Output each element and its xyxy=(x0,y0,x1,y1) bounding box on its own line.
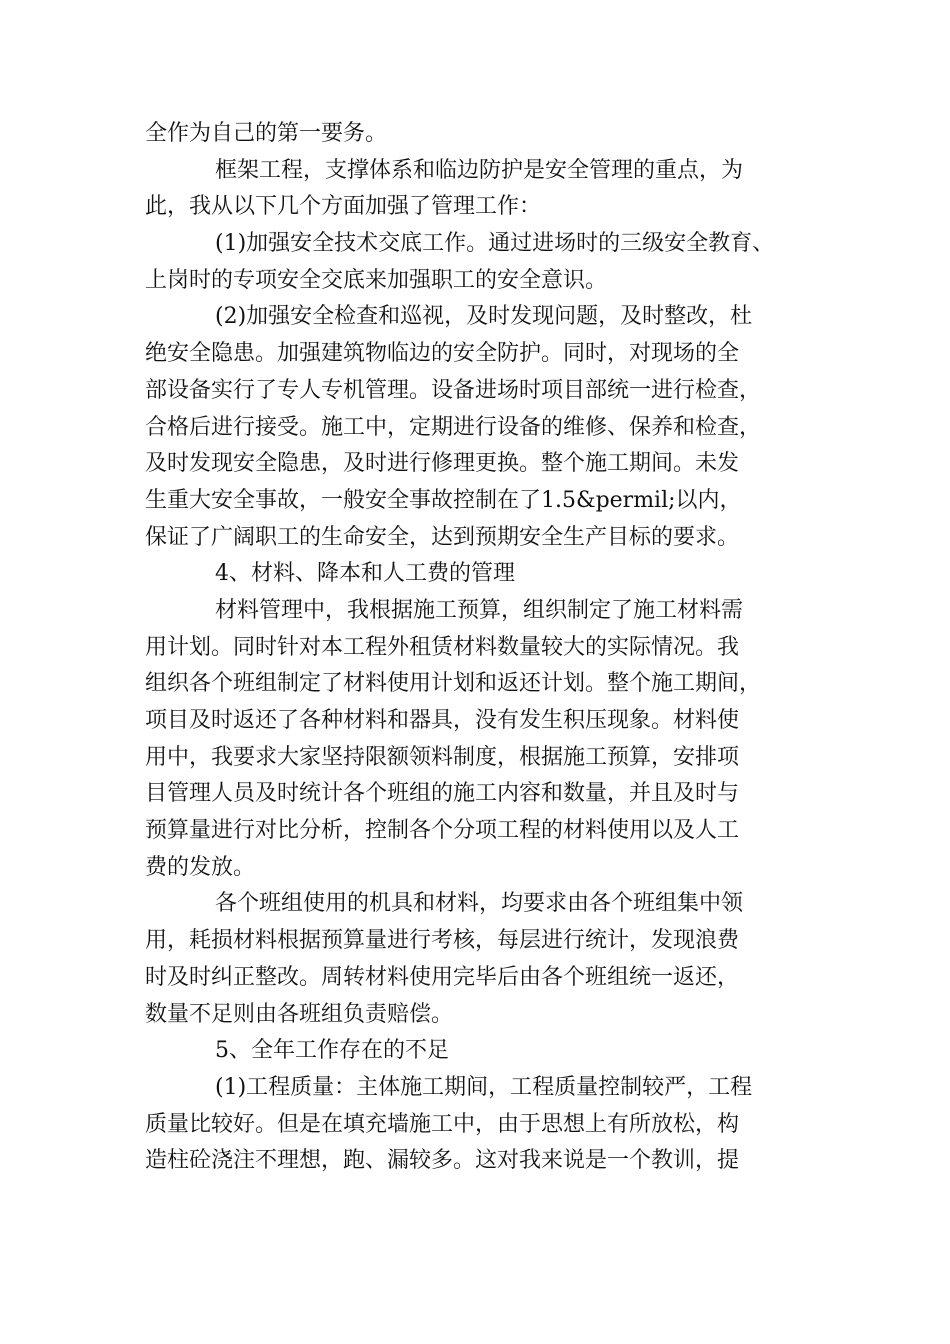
text-line: 用，耗损材料根据预算量进行考核，每层进行统计，发现浪费 xyxy=(145,928,740,954)
text-line: 保证了广阔职工的生命安全，达到预期安全生产目标的要求。 xyxy=(145,524,740,550)
text-line: 合格后进行接受。施工中，定期进行设备的维修、保养和检查， xyxy=(145,414,762,440)
text-line: 费的发放。 xyxy=(145,854,256,880)
text-line: (2)加强安全检查和巡视，及时发现问题，及时整改，杜 xyxy=(215,304,753,330)
text-line: 质量比较好。但是在填充墙施工中，由于思想上有所放松，构 xyxy=(145,1111,740,1137)
text-line: 数量不足则由各班组负责赔偿。 xyxy=(145,1001,454,1027)
document-body xyxy=(145,116,845,1180)
text-line: 组织各个班组制定了材料使用计划和返还计划。整个施工期间， xyxy=(145,671,762,697)
text-line: 时及时纠正整改。周转材料使用完毕后由各个班组统一返还， xyxy=(145,964,740,990)
text-line: 全作为自己的第一要务。 xyxy=(145,121,388,146)
text-line: 此，我从以下几个方面加强了管理工作： xyxy=(145,194,542,220)
text-line: 及时发现安全隐患，及时进行修理更换。整个施工期间。未发 xyxy=(145,451,740,477)
text-line: 项目及时返还了各种材料和器具，没有发生积压现象。材料使 xyxy=(145,708,740,733)
text-line: 部设备实行了专人专机管理。设备进场时项目部统一进行检查， xyxy=(145,377,762,403)
text-line: 绝安全隐患。加强建筑物临边的安全防护。同时，对现场的全 xyxy=(145,341,740,367)
text-line: 用计划。同时针对本工程外租赁材料数量较大的实际情况。我 xyxy=(145,634,740,660)
text-line: 各个班组使用的机具和材料，均要求由各个班组集中领 xyxy=(215,891,744,917)
text-line: 目管理人员及时统计各个班组的施工内容和数量，并且及时与 xyxy=(145,781,740,807)
text-line: (1)工程质量：主体施工期间，工程质量控制较严，工程 xyxy=(215,1074,753,1100)
text-line: 材料管理中，我根据施工预算，组织制定了施工材料需 xyxy=(215,597,744,623)
text-line: 5、全年工作存在的不足 xyxy=(215,1038,449,1064)
text-line: 4、材料、降本和人工费的管理 xyxy=(215,561,515,587)
text-line: 生重大安全事故，一般安全事故控制在了1.5&permil;以内， xyxy=(145,487,742,513)
text-line: 上岗时的专项安全交底来加强职工的安全意识。 xyxy=(145,267,608,293)
text-line: (1)加强安全技术交底工作。通过进场时的三级安全教育、 xyxy=(215,231,775,257)
text-line: 框架工程，支撑体系和临边防护是安全管理的重点，为 xyxy=(215,157,744,183)
text-line: 用中，我要求大家坚持限额领料制度，根据施工预算，安排项 xyxy=(145,744,740,770)
text-line: 预算量进行对比分析，控制各个分项工程的材料使用以及人工 xyxy=(145,818,740,844)
text-line: 造柱砼浇注不理想，跑、漏较多。这对我来说是一个教训，提 xyxy=(145,1148,740,1174)
